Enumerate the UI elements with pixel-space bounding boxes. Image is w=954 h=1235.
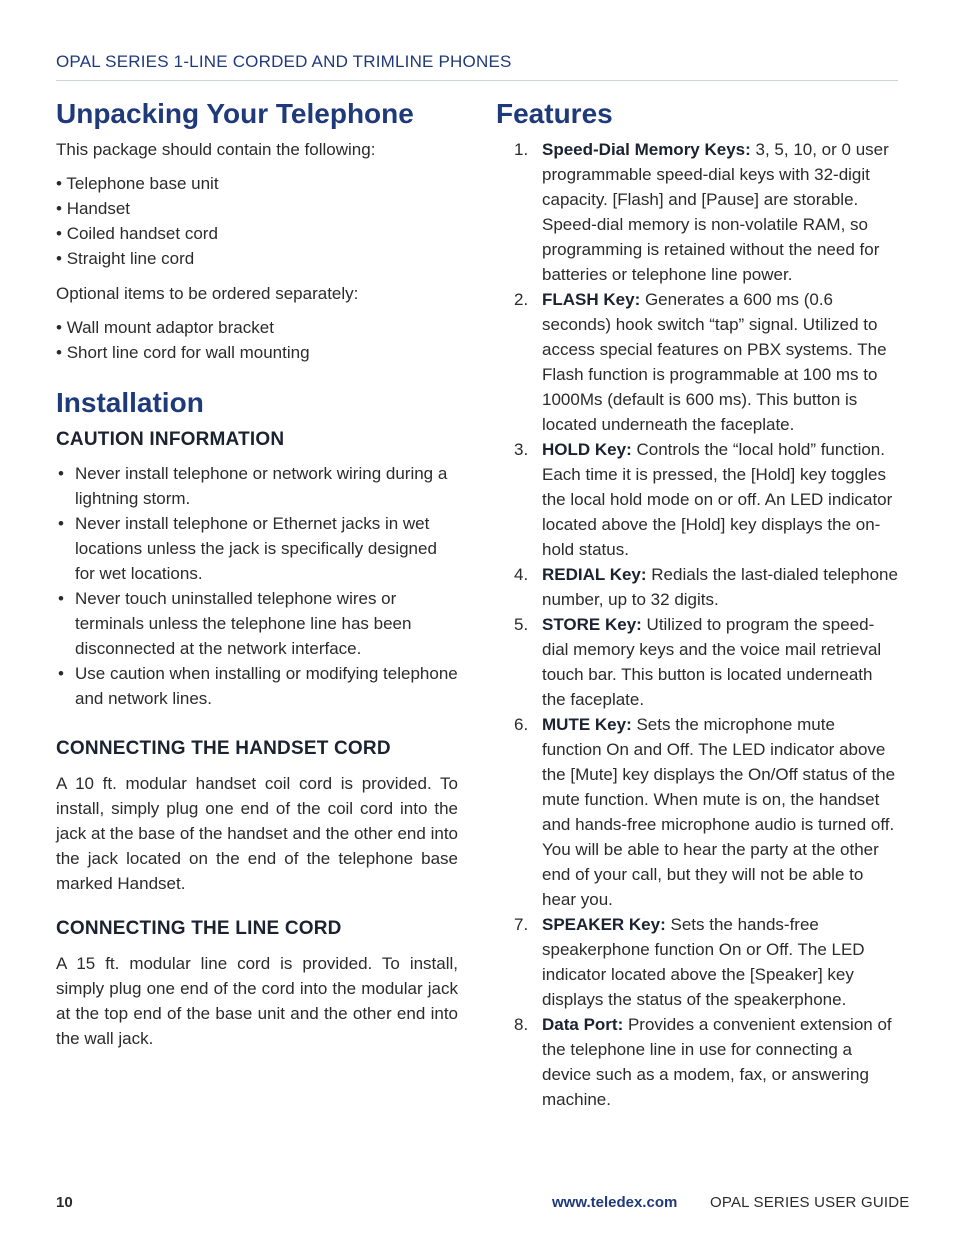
feature-description: 3, 5, 10, or 0 user programmable speed-dial keys with 32-digit capacity. [Flash] and [Pause] are storable. Speed-dial memory is non-volatile RAM, so programming is retained without the need for batteries or telephone line power.: [542, 140, 889, 284]
feature-item: [496, 562, 898, 612]
feature-number: 7.: [514, 915, 529, 934]
feature-number: 6.: [514, 715, 529, 734]
feature-key: HOLD Key:: [542, 440, 632, 459]
installation-heading: Installation: [56, 387, 204, 418]
feature-item: [496, 1012, 898, 1112]
list-item: • Telephone base unit: [56, 171, 458, 196]
right-column: [496, 96, 898, 1112]
handset-cord-heading: CONNECTING THE HANDSET CORD: [56, 738, 391, 759]
feature-description: Utilized to program the speed-dial memory keys and the voice mail retrieval touch bar. This button is located underneath the faceplate.: [542, 615, 882, 709]
line-cord-heading: CONNECTING THE LINE CORD: [56, 918, 342, 939]
list-item: • Use caution when installing or modifying telephone and network lines.: [56, 661, 458, 711]
unpacking-intro: This package should contain the following:: [56, 140, 376, 159]
feature-description: Redials the last-dialed telephone number, up to 32 digits.: [542, 565, 898, 609]
left-column: [56, 96, 458, 1051]
feature-number: 5.: [514, 615, 529, 634]
feature-number: 2.: [514, 290, 529, 309]
feature-number: 4.: [514, 565, 529, 584]
feature-key: STORE Key:: [542, 615, 642, 634]
feature-number: 3.: [514, 440, 529, 459]
feature-item: [496, 612, 898, 712]
feature-item: [496, 137, 898, 287]
features-list: [496, 137, 898, 1112]
list-item: • Wall mount adaptor bracket: [56, 315, 458, 340]
list-item: • Never touch uninstalled telephone wires or terminals unless the telephone line has been disconnected at the network interface.: [56, 586, 458, 661]
feature-key: FLASH Key:: [542, 290, 641, 309]
feature-key: SPEAKER Key:: [542, 915, 666, 934]
list-item: • Never install telephone or Ethernet jacks in wet locations unless the jack is specifically designed for wet locations.: [56, 511, 458, 586]
list-item: • Short line cord for wall mounting: [56, 340, 458, 365]
caution-heading: CAUTION INFORMATION: [56, 429, 285, 450]
list-item: • Coiled handset cord: [56, 221, 458, 246]
feature-key: REDIAL Key:: [542, 565, 647, 584]
feature-description: Sets the hands-free speakerphone function On or Off. The LED indicator located above the [Speaker] key displays the status of the speakerphone.: [542, 915, 865, 1009]
package-contents-list: [56, 171, 458, 271]
optional-intro: Optional items to be ordered separately:: [56, 284, 359, 303]
unpacking-heading: Unpacking Your Telephone: [56, 98, 414, 129]
caution-list: [56, 461, 458, 711]
list-item: • Never install telephone or network wiring during a lightning storm.: [56, 461, 458, 511]
handset-cord-text: A 10 ft. modular handset coil cord is provided. To install, simply plug one end of the coil cord into the jack at the base of the handset and the other end into the jack located on the end of the telephone base marked Handset.: [56, 774, 458, 893]
optional-items-list: [56, 315, 458, 365]
list-item: • Straight line cord: [56, 246, 458, 271]
feature-number: 1.: [514, 140, 529, 159]
list-item: • Handset: [56, 196, 458, 221]
feature-item: [496, 912, 898, 1012]
feature-key: Data Port:: [542, 1015, 624, 1034]
guide-title: OPAL SERIES USER GUIDE: [710, 1194, 910, 1211]
feature-description: Sets the microphone mute function On and Off. The LED indicator above the [Mute] key displays the On/Off status of the mute function. When mute is on, the handset and hands-free microphone audio is turned off. You will be able to hear the party at the other end of your call, but they will not be able to hear you.: [542, 715, 896, 909]
page-number: 10: [56, 1194, 73, 1211]
feature-item: [496, 712, 898, 912]
features-heading: Features: [496, 98, 613, 129]
feature-description: Generates a 600 ms (0.6 seconds) hook switch “tap” signal. Utilized to access special features on PBX systems. The Flash function is programmable at 100 ms to 1000Ms (default is 600 ms). This button is located underneath the faceplate.: [542, 290, 887, 434]
website-link[interactable]: www.teledex.com: [552, 1194, 678, 1211]
feature-item: [496, 437, 898, 562]
feature-description: Controls the “local hold” function. Each time it is pressed, the [Hold] key toggles the local hold mode on or off. An LED indicator located above the [Hold] key displays the on-hold status.: [542, 440, 893, 559]
feature-key: Speed-Dial Memory Keys:: [542, 140, 751, 159]
feature-number: 8.: [514, 1015, 529, 1034]
feature-description: Provides a convenient extension of the telephone line in use for connecting a device such as a modem, fax, or answering machine.: [542, 1015, 892, 1109]
running-header: OPAL SERIES 1-LINE CORDED AND TRIMLINE PHONES: [56, 52, 512, 71]
line-cord-text: A 15 ft. modular line cord is provided. To install, simply plug one end of the cord into the modular jack at the top end of the base unit and the other end into the wall jack.: [56, 954, 458, 1048]
feature-item: [496, 287, 898, 437]
header-divider: [56, 80, 898, 81]
feature-key: MUTE Key:: [542, 715, 632, 734]
